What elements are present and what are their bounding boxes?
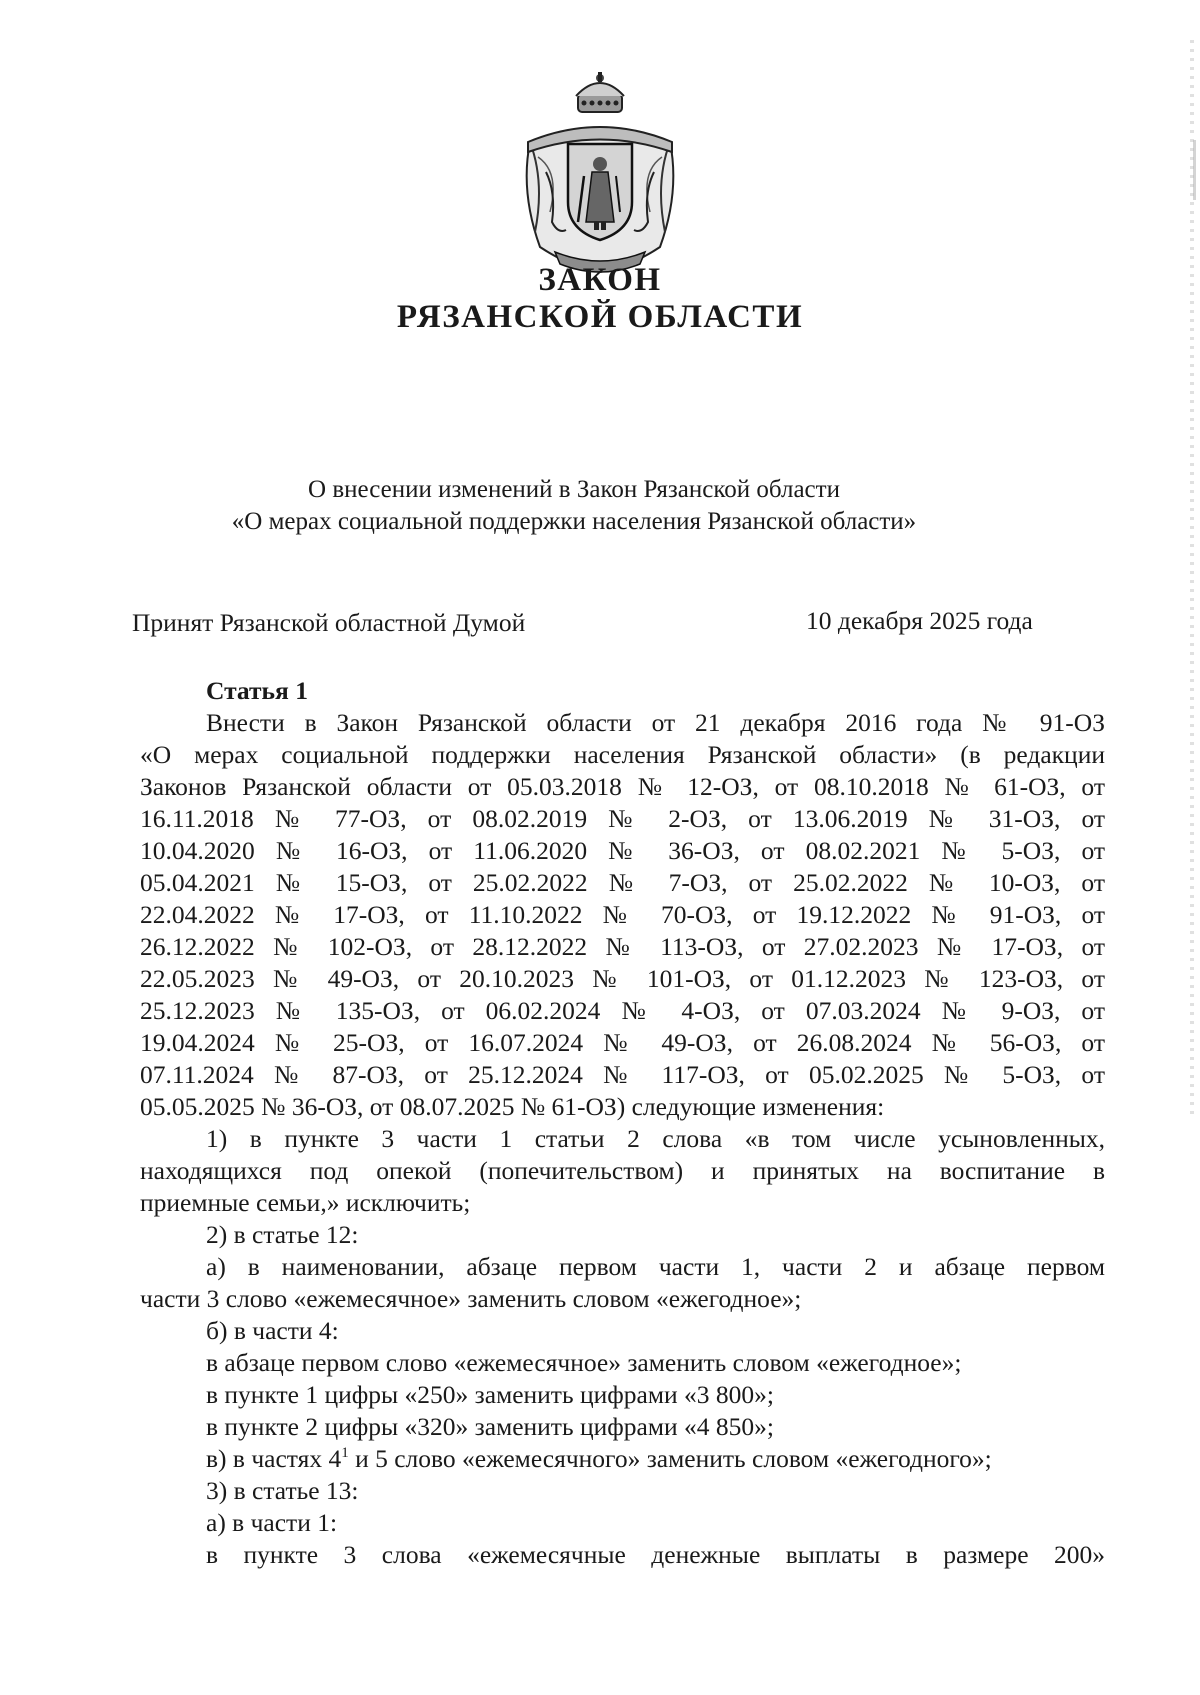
article-intro-line: Внести в Закон Рязанской области от 21 декабря 2016 года № 91-ОЗ xyxy=(206,708,1105,737)
item-1-line: находящихся под опекой (попечительством) и принятых на воспитание в xyxy=(140,1156,1105,1185)
article-intro-line: 05.04.2021 № 15-ОЗ, от 25.02.2022 № 7-ОЗ, от 25.02.2022 № 10-ОЗ, от xyxy=(140,868,1105,897)
article-heading: Статья 1 xyxy=(206,676,308,705)
item-2c-superscript: 1 xyxy=(341,1445,349,1461)
item-2b-paragraph-2: в пункте 1 цифры «250» заменить цифрами «3 800»; xyxy=(206,1380,774,1409)
item-2b: б) в части 4: xyxy=(206,1316,339,1345)
scan-edge-artifact xyxy=(1190,40,1194,1120)
article-intro-line: 07.11.2024 № 87-ОЗ, от 25.12.2024 № 117-ОЗ, от 05.02.2025 № 5-ОЗ, от xyxy=(140,1060,1105,1089)
item-1-line: 1) в пункте 3 части 1 статьи 2 слова «в том числе усыновленных, xyxy=(206,1124,1105,1153)
item-2a-line: а) в наименовании, абзаце первом части 1, части 2 и абзаце первом xyxy=(206,1252,1105,1281)
article-intro-line: 16.11.2018 № 77-ОЗ, от 08.02.2019 № 2-ОЗ, от 13.06.2019 № 31-ОЗ, от xyxy=(140,804,1105,833)
law-subject-line-2: «О мерах социальной поддержки населения Рязанской области» xyxy=(231,508,917,535)
scan-edge-mark xyxy=(1193,140,1196,200)
coat-of-arms-emblem xyxy=(500,72,700,282)
article-intro-line: 26.12.2022 № 102-ОЗ, от 28.12.2022 № 113-ОЗ, от 27.02.2023 № 17-ОЗ, от xyxy=(140,932,1105,961)
item-2c xyxy=(206,1443,992,1475)
item-3a: а) в части 1: xyxy=(206,1508,338,1537)
article-intro-line: Законов Рязанской области от 05.03.2018 № 12-ОЗ, от 08.10.2018 № 61-ОЗ, от xyxy=(140,772,1105,801)
article-intro-line: 05.05.2025 № 36-ОЗ, от 08.07.2025 № 61-ОЗ) следующие изменения: xyxy=(140,1092,885,1121)
article-intro-line: 22.04.2022 № 17-ОЗ, от 11.10.2022 № 70-ОЗ, от 19.12.2022 № 91-ОЗ, от xyxy=(140,900,1105,929)
adoption-date: 10 декабря 2025 года xyxy=(806,606,1033,635)
item-2: 2) в статье 12: xyxy=(206,1220,359,1249)
item-1-line: приемные семьи,» исключить; xyxy=(140,1188,471,1217)
article-intro-line: 10.04.2020 № 16-ОЗ, от 11.06.2020 № 36-ОЗ, от 08.02.2021 № 5-ОЗ, от xyxy=(140,836,1105,865)
law-title-line-2: РЯЗАНСКОЙ ОБЛАСТИ xyxy=(396,299,804,335)
item-2c-after: и 5 слово «ежемесячного» заменить словом «ежегодного»; xyxy=(348,1444,992,1473)
law-title-line-1: ЗАКОН xyxy=(538,262,662,298)
article-intro-line: «О мерах социальной поддержки населения Рязанской области» (в редакции xyxy=(140,740,1105,769)
adopted-by: Принят Рязанской областной Думой xyxy=(132,608,526,637)
item-3a-paragraph-1: в пункте 3 слова «ежемесячные денежные выплаты в размере 200» xyxy=(206,1540,1105,1569)
article-intro-line: 19.04.2024 № 25-ОЗ, от 16.07.2024 № 49-ОЗ, от 26.08.2024 № 56-ОЗ, от xyxy=(140,1028,1105,1057)
item-2c-before: в) в частях 4 xyxy=(206,1444,342,1473)
article-intro-line: 22.05.2023 № 49-ОЗ, от 20.10.2023 № 101-ОЗ, от 01.12.2023 № 123-ОЗ, от xyxy=(140,964,1105,993)
item-2b-paragraph-3: в пункте 2 цифры «320» заменить цифрами «4 850»; xyxy=(206,1412,774,1441)
item-2b-paragraph-1: в абзаце первом слово «ежемесячное» заменить словом «ежегодное»; xyxy=(206,1348,962,1377)
item-3: 3) в статье 13: xyxy=(206,1476,359,1505)
law-subject-line-1: О внесении изменений в Закон Рязанской области xyxy=(308,476,840,503)
item-2a-line: части 3 слово «ежемесячное» заменить словом «ежегодное»; xyxy=(140,1284,802,1313)
article-intro-line: 25.12.2023 № 135-ОЗ, от 06.02.2024 № 4-ОЗ, от 07.03.2024 № 9-ОЗ, от xyxy=(140,996,1105,1025)
